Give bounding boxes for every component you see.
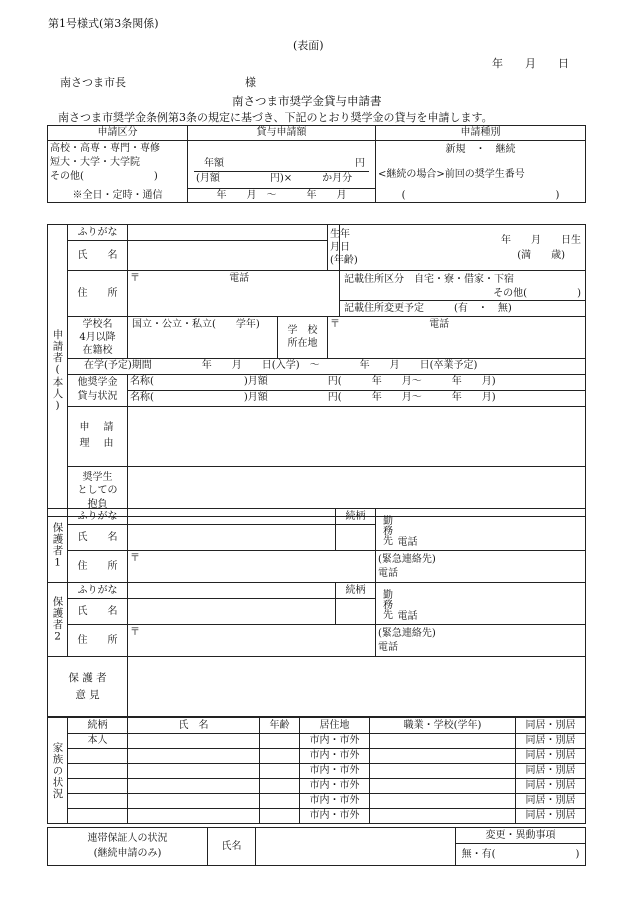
birthdate-label: 生年 月日 (年齢) [328,225,340,271]
monthly-amount-field[interactable]: (月額 円)× か月分 [196,173,353,184]
address-other-field[interactable]: その他( ) [493,287,581,299]
side-label: (表面) [293,39,324,52]
change-label: 変更・異動事項 [456,828,586,844]
family-residence-cell[interactable]: 市内・市外 [300,734,370,749]
mayor-addressee: 南さつま市長 [60,76,126,89]
family-residence-cell[interactable]: 市内・市外 [300,794,370,809]
family-residence-cell[interactable]: 市内・市外 [300,764,370,779]
family-age-cell[interactable] [260,809,300,824]
family-cohabitation-cell[interactable]: 同居・別居 [516,764,586,779]
family-residence-cell[interactable]: 市内・市外 [300,809,370,824]
table-row [48,809,586,824]
family-relation-cell[interactable] [68,794,128,809]
g1-relation-label: 続柄 [336,509,376,525]
address-tel-label: 電話 [229,273,250,284]
application-type-options[interactable]: 新規 ・ 継続 [445,144,516,155]
guardian-2-side-label: 保護者2 [48,583,68,657]
family-cohabitation-cell[interactable]: 同居・別居 [516,779,586,794]
g1-address-input[interactable]: 〒 [128,551,376,583]
previous-scholar-number-label: <継続の場合>前回の奨学生番号 [378,169,525,180]
intro-text: 南さつま市奨学金条例第3条の規定に基づき、下記のとおり奨学金の貸与を申請します。 [58,111,493,124]
form-title: 南さつま市奨学金貸与申請書 [232,94,382,108]
family-age-cell[interactable] [260,794,300,809]
sama-honorific: 様 [245,76,256,89]
family-residence-cell[interactable]: 市内・市外 [300,749,370,764]
application-summary-table [47,125,586,203]
family-occupation-cell[interactable] [370,734,516,749]
family-age-cell[interactable] [260,779,300,794]
family-status-table [47,717,586,824]
family-occupation-cell[interactable] [370,764,516,779]
family-occupation-cell[interactable] [370,779,516,794]
family-occupation-cell[interactable] [370,809,516,824]
family-relation-cell[interactable]: 本人 [68,734,128,749]
family-header-cohabitation: 同居・別居 [516,718,586,734]
g2-emergency-field[interactable]: (緊急連絡先) 電話 [376,625,586,657]
name-input[interactable] [128,241,328,271]
applicant-section [47,224,586,517]
g1-name-input[interactable] [128,525,336,551]
kubun-opt-3[interactable]: その他( ) [50,170,158,182]
g1-relation-input[interactable] [336,525,376,551]
aim-label: 奨学生 としての 抱負 [68,466,128,516]
guarantor-label: 連帯保証人の状況 (継続申請のみ) [48,828,208,866]
family-header-name: 氏 名 [128,718,260,734]
family-header-age: 年齢 [260,718,300,734]
family-occupation-cell[interactable] [370,794,516,809]
family-cohabitation-cell[interactable]: 同居・別居 [516,749,586,764]
guarantor-section [47,827,586,866]
g2-furigana-label: ふりがな [68,583,128,599]
family-cohabitation-cell[interactable]: 同居・別居 [516,809,586,824]
g1-emergency-field[interactable]: (緊急連絡先) 電話 [376,551,586,583]
school-location-input[interactable]: 〒 電話 [328,316,586,358]
guardian-1-side-label: 保護者1 [48,509,68,583]
family-relation-cell[interactable] [68,749,128,764]
family-side-label: 家族の状況 [48,718,68,824]
other-scholarship-row-2[interactable]: 名称( )月額 円( 年 月〜 年 月) [128,390,586,406]
school-location-label: 学 校 所在地 [278,316,328,358]
form-number: 第1号様式(第3条関係) [48,17,159,30]
g2-relation-label: 続柄 [336,583,376,599]
family-relation-cell[interactable] [68,779,128,794]
g2-address-input[interactable]: 〒 [128,625,376,657]
address-input[interactable] [128,271,340,317]
previous-scholar-number-field[interactable]: ( ) [376,189,586,203]
g2-work-label: 勤務先 [376,583,396,625]
kubun-note[interactable]: ※全日・定時・通信 [48,189,188,203]
furigana-input[interactable] [128,225,328,241]
g2-address-label: 住 所 [68,625,128,657]
annual-amount-field[interactable]: 年額 円 [194,157,369,172]
furigana-label: ふりがな [68,225,128,241]
family-occupation-cell[interactable] [370,749,516,764]
g1-address-label: 住 所 [68,551,128,583]
family-relation-cell[interactable] [68,764,128,779]
family-name-cell[interactable] [128,794,260,809]
guarantor-name-label: 氏名 [208,828,256,866]
family-cohabitation-cell[interactable]: 同居・別居 [516,734,586,749]
address-kubun-options[interactable]: 記載住所区分 自宅・寮・借家・下宿 [344,274,514,285]
other-scholarship-label: 他奨学金 貸与状況 [68,374,128,406]
family-age-cell[interactable] [260,749,300,764]
family-name-cell[interactable] [128,734,260,749]
g1-work-input[interactable]: 電話 [396,509,586,551]
guarantor-name-input[interactable] [256,828,456,866]
header-type: 申請種別 [376,126,586,141]
name-label: 氏 名 [68,241,128,271]
g1-work-label: 勤務先 [376,509,396,551]
family-name-cell[interactable] [128,764,260,779]
g1-name-label: 氏 名 [68,525,128,551]
table-row [48,794,586,809]
g2-name-input[interactable] [128,599,336,625]
loan-period-field[interactable]: 年 月 〜 年 月 [188,189,376,203]
kubun-opt-1[interactable]: 高校・高専・専門・専修 [50,143,160,154]
family-header-residence: 居住地 [300,718,370,734]
address-kubun-cell [340,271,586,317]
header-kubun: 申請区分 [48,126,188,141]
guardian-opinion-section [47,656,586,717]
g2-name-label: 氏 名 [68,599,128,625]
family-cohabitation-cell[interactable]: 同居・別居 [516,794,586,809]
family-name-cell[interactable] [128,809,260,824]
address-change-options[interactable]: 記載住所変更予定 (有 ・ 無) [340,300,585,316]
kubun-opt-2[interactable]: 短大・大学・大学院 [50,156,140,168]
opinion-input[interactable] [128,657,586,717]
family-header-occupation: 職業・学校(学年) [370,718,516,734]
change-options[interactable]: 無・有( ) [456,844,586,866]
family-header-relation: 続柄 [68,718,128,734]
table-row [48,779,586,794]
family-name-cell[interactable] [128,779,260,794]
other-scholarship-row-1[interactable]: 名称( )月額 円( 年 月〜 年 月) [128,374,586,390]
family-residence-cell[interactable]: 市内・市外 [300,779,370,794]
applicant-side-label: 申請者(本人) [48,225,68,517]
table-row [48,749,586,764]
school-label: 学校名 4月以降 在籍校 [68,316,128,358]
table-row [48,764,586,779]
family-age-cell[interactable] [260,734,300,749]
reason-label: 申 請 理 由 [68,406,128,466]
g1-furigana-label: ふりがな [68,509,128,525]
guardian-1-section [47,508,586,583]
guardian-2-section [47,582,586,657]
enrollment-period-field[interactable]: 在学(予定)期間 年 月 日(入学) 〜 年 月 日(卒業予定) [68,358,586,374]
postal-mark: 〒 [130,273,140,284]
reason-input[interactable] [128,406,586,466]
g2-furigana-input[interactable] [128,583,336,599]
date-line: 年 月 日 [492,57,569,70]
address-label: 住 所 [68,271,128,317]
school-type-field[interactable]: 国立・公立・私立( 学年) [128,316,278,358]
opinion-label: 保 護 者 意 見 [48,657,128,717]
header-amount: 貸与申請額 [188,126,376,141]
family-name-cell[interactable] [128,749,260,764]
g1-furigana-input[interactable] [128,509,336,525]
family-relation-cell[interactable] [68,809,128,824]
birthdate-input[interactable]: 年 月 日生 (満 歳) [340,225,586,271]
family-age-cell[interactable] [260,764,300,779]
g2-relation-input[interactable] [336,599,376,625]
table-row [48,734,586,749]
g2-work-input[interactable]: 電話 [396,583,586,625]
